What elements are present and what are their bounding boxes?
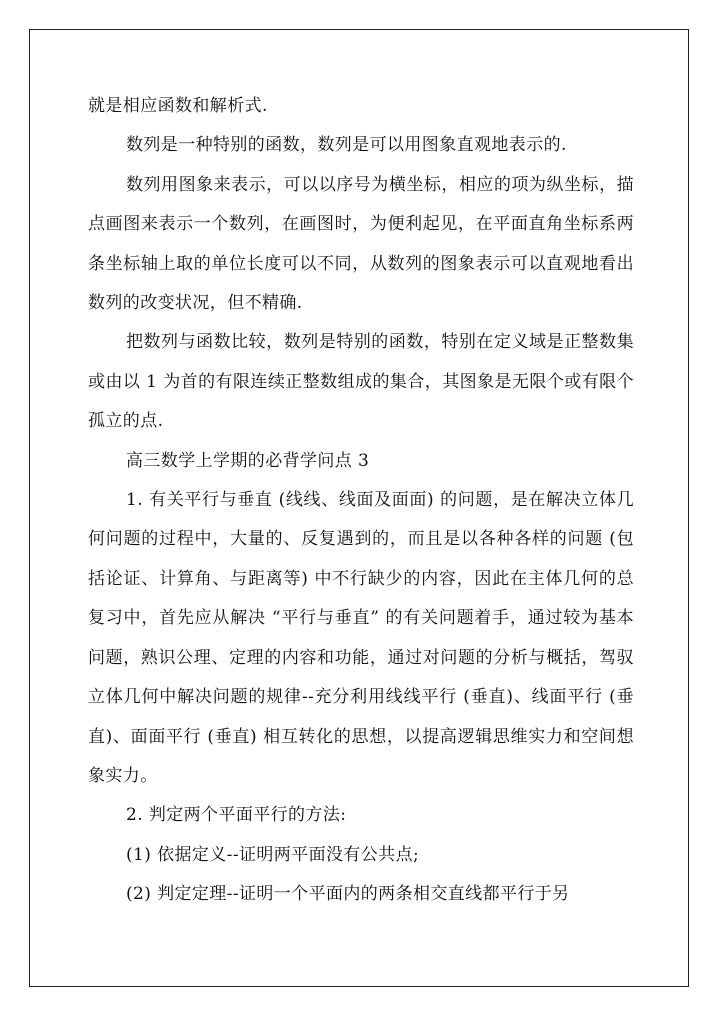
- paragraph-sequence-vs-function: 把数列与函数比较，数列是特别的函数，特别在定义域是正整数集或由以 1 为首的有限连续正整数组成的集合，其图象是无限个或有限个孤立的点.: [88, 332, 634, 432]
- section-heading: 高三数学上学期的必背学问点 3: [126, 450, 370, 471]
- paragraph-plane-parallel-methods: 2. 判定两个平面平行的方法:: [126, 805, 347, 826]
- paragraph-sequence-graph: 数列用图象来表示，可以以序号为横坐标，相应的项为纵坐标，描点画图来表示一个数列，在画图时，为便利起见，在平面直角坐标系两条坐标轴上取的单位长度可以不同，从数列的图象表示可以直观地看出数列的改变状况，但不精确.: [88, 174, 634, 314]
- paragraph-continuation: 就是相应函数和解析式.: [88, 96, 268, 116]
- paragraph-sequence-is-function: 数列是一种特别的函数，数列是可以用图象直观地表示的.: [126, 135, 567, 156]
- list-item-definition: (1) 依据定义--证明两平面没有公共点;: [126, 844, 420, 865]
- document-body: [88, 87, 634, 915]
- paragraph-parallel-perpendicular: 1. 有关平行与垂直 (线线、线面及面面) 的问题，是在解决立体几何问题的过程中，大量的、反复遇到的，而且是以各种各样的问题 (包括论证、计算角、与距离等) 中不行缺少的内容，因此在主体几何的总复习中，首先应从解决 “平行与垂直” 的有关问题着手，通过较为基本问题，熟识公理、定理的内容和功能，通过对问题的分析与概括，驾驭立体几何中解决问题的规律--充分利用线线平行 (垂直)、线面平行 (垂直)、面面平行 (垂直) 相互转化的思想，以提高逻辑思维实力和空间想象实力。: [88, 490, 634, 786]
- list-item-theorem: (2) 判定定理--证明一个平面内的两条相交直线都平行于另: [126, 884, 570, 905]
